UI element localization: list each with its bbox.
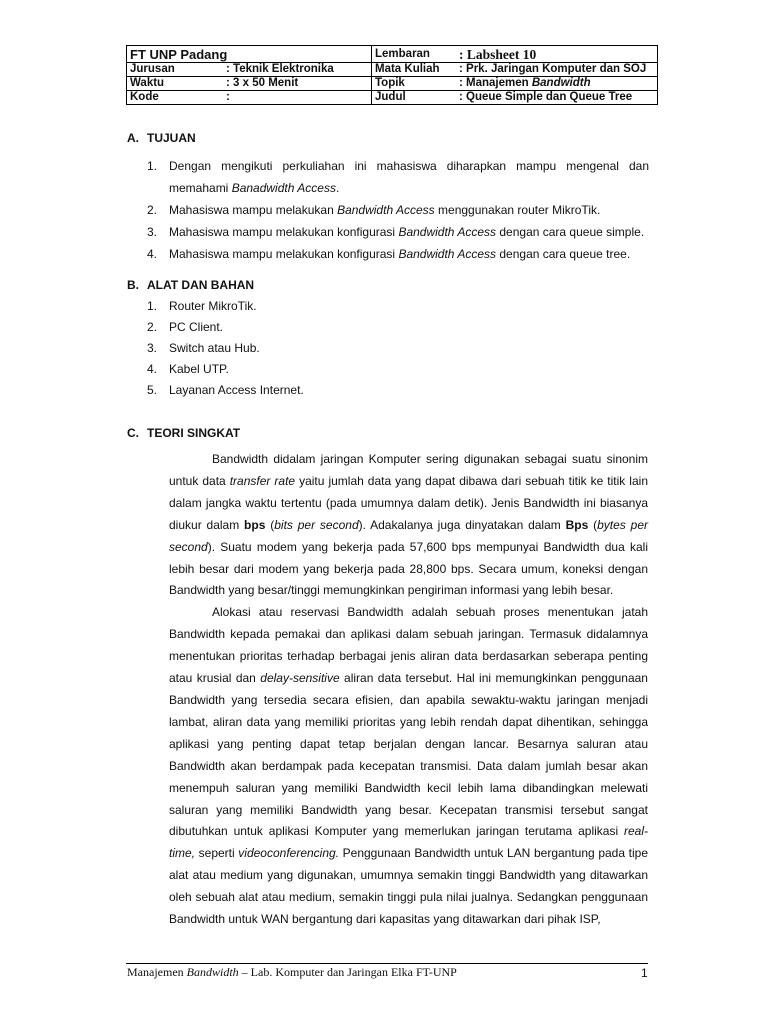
institution-name: FT UNP Padang: [127, 46, 372, 63]
list-item: [147, 317, 649, 338]
waktu-value: : 3 x 50 Menit: [223, 77, 372, 91]
paragraph-run-text: aliran data tersebut. Hal ini memungkinkan penggunaan Bandwidth yang tersedia secara efisien, dan apabila sewaktu-waktu jaringan menjadi lambat, aliran data yang memiliki prioritas yang lebih rendah dapat dihentikan, sehingga aplikasi yang penting dapat tetap berjalan dengan lancar. Besarnya saluran atau Bandwidth akan berdampak pada kecepatan transmisi. Data dalam jumlah besar akan menempuh saluran yang memiliki Bandwidth kecil lebih lama dibandingkan melewati saluran yang memiliki Bandwidth yang besar. Kecepatan transmisi tersebut sangat dibutuhkan untuk aplikasi Komputer yang memerlukan jaringan terutama aplikasi: [169, 671, 648, 839]
tujuan-list: [147, 155, 649, 265]
list-run-text: dengan cara queue tree.: [496, 247, 631, 261]
list-run-italic: Bandwidth Access: [398, 247, 497, 261]
list-number: 1.: [147, 299, 158, 313]
list-number: 2.: [147, 320, 158, 334]
list-run-text: menggunakan router MikroTik.: [434, 203, 601, 217]
list-run-text: Mahasiswa mampu melakukan konfigurasi: [169, 225, 399, 239]
footer-post: – Lab. Komputer dan Jaringan Elka FT-UNP: [238, 965, 457, 979]
section-heading-teori: [127, 426, 240, 440]
list-item: [147, 221, 649, 243]
paragraph-run-italic: bits per second: [274, 517, 359, 532]
paragraph-run-text: (: [588, 517, 598, 532]
list-item: [147, 359, 649, 380]
section-heading-alat: [127, 278, 254, 292]
list-text: PC Client.: [169, 320, 224, 334]
section-letter: A.: [127, 131, 139, 145]
paragraph-run-text: ). Adakalanya juga dinyatakan dalam: [358, 517, 566, 532]
paragraph-run-italic: real-time,: [169, 824, 648, 861]
paragraph-run-bold: Bps: [565, 517, 589, 532]
paragraph: [169, 449, 648, 602]
page-number: 1: [641, 966, 648, 980]
waktu-label: Waktu: [127, 77, 224, 91]
footer-text: [127, 965, 457, 980]
section-title: TUJUAN: [147, 131, 196, 145]
list-run-italic: Banadwidth Access: [231, 181, 336, 195]
paragraph-run-italic: bytes per second: [169, 517, 648, 554]
paragraph-run-text: seperti: [195, 846, 239, 861]
list-run-italic: Bandwidth Access: [337, 203, 435, 217]
judul-label: Judul: [372, 91, 457, 105]
paragraph-run-bold: bps: [244, 517, 266, 532]
paragraph-run-italic: delay-sensitive: [260, 671, 340, 686]
header-row-2: [127, 63, 658, 77]
list-text: [169, 155, 649, 199]
list-text: Router MikroTik.: [169, 299, 257, 313]
paragraph-run-italic: transfer rate: [229, 473, 296, 488]
section-title: TEORI SINGKAT: [147, 426, 241, 440]
list-run-text: Mahasiswa mampu melakukan konfigurasi: [169, 247, 399, 261]
list-run-text: dengan cara queue simple.: [496, 225, 645, 239]
paragraph-run-text: Bandwidth didalam jaringan Komputer sering digunakan sebagai suatu sinonim untuk data: [169, 452, 648, 488]
list-item: [147, 296, 649, 317]
list-item: [147, 199, 649, 221]
topik-value-italic: Bandwidth: [531, 77, 591, 89]
paragraph-run-italic: videoconferencing.: [238, 846, 340, 861]
list-text: Switch atau Hub.: [169, 341, 260, 355]
list-item: [147, 155, 649, 199]
list-run-text: Mahasiswa mampu melakukan: [169, 203, 338, 217]
list-text: Layanan Access Internet.: [169, 383, 304, 397]
labsheet-header-table: [126, 45, 658, 105]
list-number: 2.: [147, 203, 158, 217]
section-heading-tujuan: [127, 131, 196, 145]
list-number: 1.: [147, 159, 158, 173]
jurusan-label: Jurusan: [127, 63, 224, 77]
topik-value-text: : Manajemen: [459, 77, 532, 89]
teori-body: [169, 449, 648, 931]
list-number: 5.: [147, 383, 158, 397]
header-row-1: [127, 46, 658, 63]
paragraph-run-text: Penggunaan Bandwidth untuk LAN bergantung pada tipe alat atau medium yang digunakan, umumnya semakin tinggi Bandwidth yang ditawarkan oleh sebuah alat atau medium, semakin tinggi pula nilai jualnya. Sedangkan penggunaan Bandwidth untuk WAN bergantung dari kapasitas yang ditawarkan dari pihak ISP,: [169, 846, 648, 927]
topik-value: [456, 77, 658, 91]
list-number: 4.: [147, 362, 158, 376]
footer-italic: Bandwidth: [186, 965, 239, 979]
judul-value: : Queue Simple dan Queue Tree: [456, 91, 658, 105]
list-run-text: .: [335, 181, 340, 195]
list-number: 4.: [147, 247, 158, 261]
footer-rule: [126, 963, 648, 964]
list-text: [169, 199, 649, 221]
kode-label: Kode: [127, 91, 224, 105]
list-item: [147, 380, 649, 401]
list-item: [147, 243, 649, 265]
list-run-italic: Bandwidth Access: [398, 225, 497, 239]
header-row-3: [127, 77, 658, 91]
footer-pre: Manajemen: [127, 965, 187, 979]
paragraph: [169, 602, 648, 931]
list-number: 3.: [147, 341, 158, 355]
list-item: [147, 338, 649, 359]
paragraph-run-text: (: [265, 517, 275, 532]
paragraph-run-text: ). Suatu modem yang bekerja pada 57,600 bps mempunyai Bandwidth dua kali lebih besar dari modem yang bekerja pada 28,800 bps. Secara umum, koneksi dengan Bandwidth yang besar/tinggi memungkinkan pengiriman informasi yang lebih besar.: [169, 539, 648, 598]
jurusan-value: : Teknik Elektronika: [223, 63, 372, 77]
section-letter: C.: [127, 426, 139, 440]
section-letter: B.: [127, 278, 139, 292]
section-title: ALAT DAN BAHAN: [147, 278, 255, 292]
header-row-4: [127, 91, 658, 105]
paragraph-run-text: yaitu jumlah data yang dapat dibawa dari sebuah titik ke titik lain dalam jangka waktu tertentu (pada umumnya dalam detik). Jenis Bandwidth ini biasanya diukur dalam: [169, 473, 648, 532]
lembaran-value: : Labsheet 10: [456, 46, 658, 63]
list-run-text: Dengan mengikuti perkuliahan ini mahasiswa diharapkan mampu mengenal dan memahami: [169, 159, 649, 195]
mata-kuliah-label: Mata Kuliah: [372, 63, 457, 77]
lembaran-label: Lembaran: [372, 46, 457, 63]
topik-label: Topik: [372, 77, 457, 91]
kode-value: :: [223, 91, 372, 105]
paragraph-run-text: Alokasi atau reservasi Bandwidth adalah sebuah proses menentukan jatah Bandwidth kepada pemakai dan aplikasi dalam sebuah jaringan. Termasuk didalamnya menentukan prioritas terhadap berbagai jenis aliran data berdasarkan seberapa penting atau krusial dan: [169, 605, 648, 686]
mata-kuliah-value: : Prk. Jaringan Komputer dan SOJ: [456, 63, 658, 77]
list-text: Kabel UTP.: [169, 362, 229, 376]
list-text: [169, 221, 649, 243]
list-text: [169, 243, 649, 265]
list-number: 3.: [147, 225, 158, 239]
alat-list: [147, 296, 649, 401]
